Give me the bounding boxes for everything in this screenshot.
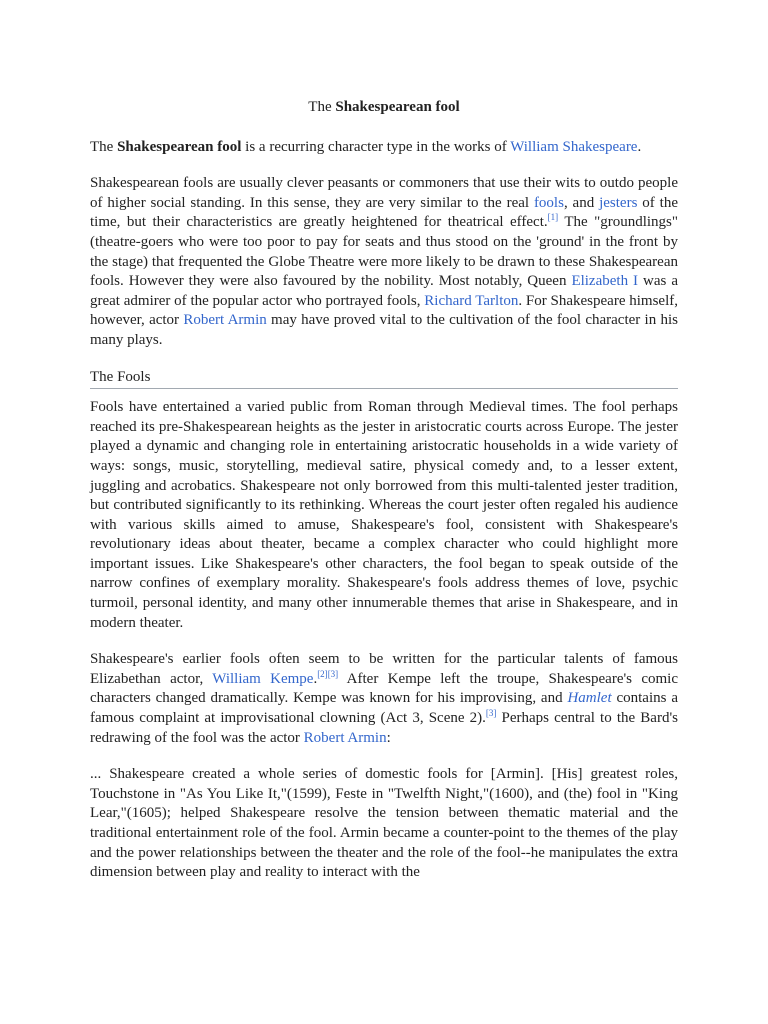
para4-text-2: . bbox=[313, 670, 318, 687]
intro-text: is a recurring character type in the works of bbox=[245, 138, 507, 155]
link-jesters[interactable]: jesters bbox=[599, 194, 638, 211]
para2-text-2: , and bbox=[563, 194, 595, 211]
block-quote-armin: ... Shakespeare created a whole series of domestic fools for [Armin]. [His] greatest roles, Touchstone in "As You Like It,"(1599), Feste in "Twelfth Night,"(1600), and (the) fool in "King Lear,"(1605); helped Shakespeare resolve the tension between thematic material and the traditional entertainment role of the fool. Armin became a counter-point to the themes of the play and the power relationships between the theater and the role of the fool--he manipulates the extra dimension between play and reality to interact with the bbox=[90, 766, 678, 881]
para4-text-4: contains a famous complaint at improvisational clowning (Act 3, Scene 2). bbox=[90, 690, 678, 727]
citation-2[interactable]: [2] bbox=[317, 668, 328, 679]
paragraph-fools-history: Fools have entertained a varied public from Roman through Medieval times. The fool perhaps reached its pre-Shakespearean heights as the jester in aristocratic courts across Europe. The jester played a dynamic and changing role in entertaining aristocratic households in a wide variety of ways: songs, music, storytelling, medieval satire, physical comedy and, to a lesser extent, juggling and acrobatics. Shakespeare not only borrowed from this multi-talented jester tradition, but contributed significantly to its rethinking. Whereas the court jester often regaled his audience with various skills aimed to amuse, Shakespeare's fool, consistent with Shakespeare's revolutionary ideas about theater, became a complex character who could highlight more important issues. Like Shakespeare's other characters, the fool began to speak outside of the narrow confines of exemplary morality. Shakespeare's fools address themes of love, psychic turmoil, personal identity, and many other innumerable themes that arise in Shakespeare, and in modern theater. bbox=[90, 399, 678, 631]
link-hamlet[interactable]: Hamlet bbox=[567, 690, 612, 707]
article-content bbox=[90, 98, 678, 883]
link-fools[interactable]: fools bbox=[533, 194, 564, 211]
link-robert-armin[interactable]: Robert Armin bbox=[183, 312, 267, 329]
intro-the: The bbox=[90, 138, 114, 155]
citation-3b[interactable]: [3] bbox=[485, 708, 497, 719]
para4-text-1: Shakespeare's earlier fools often seem to be written for the particular talents of famous Elizabethan actor, bbox=[90, 651, 678, 687]
para2-text-6: . For Shakespeare himself, however, actor bbox=[90, 292, 678, 329]
para2-text-7: may have proved vital to the cultivation of the fool character in his many plays. bbox=[90, 312, 679, 348]
intro-paragraph bbox=[90, 138, 678, 158]
citation-1[interactable]: [1] bbox=[547, 212, 559, 223]
para4-text-6: : bbox=[386, 729, 391, 746]
link-robert-armin-2[interactable]: Robert Armin bbox=[303, 729, 387, 746]
citation-3[interactable]: [3] bbox=[327, 668, 339, 679]
paragraph-kempe bbox=[90, 650, 678, 748]
link-william-shakespeare[interactable]: William Shakespeare bbox=[510, 138, 638, 155]
link-elizabeth-i[interactable]: Elizabeth I bbox=[571, 273, 639, 290]
page-title bbox=[90, 98, 678, 118]
intro-end: . bbox=[637, 138, 642, 155]
para2-text-3: of the time, but their characteristics are greatly heightened for theatrical effect. bbox=[90, 194, 678, 231]
section-heading-the-fools: The Fools bbox=[90, 368, 678, 390]
link-richard-tarlton[interactable]: Richard Tarlton bbox=[424, 292, 519, 309]
para2-text-5: was a great admirer of the popular actor who portrayed fools, bbox=[90, 273, 679, 309]
para2-text-1: Shakespearean fools are usually clever peasants or commoners that use their wits to outdo people of higher social standing. In this sense, they are very similar to the real bbox=[90, 175, 678, 211]
paragraph-groundlings bbox=[90, 174, 678, 350]
title-bold: Shakespearean fool bbox=[335, 99, 460, 115]
para4-text-5: Perhaps central to the Bard's redrawing of the fool was the actor bbox=[90, 710, 678, 746]
para2-text-4: The "groundlings" (theatre-goers who were too poor to pay for seats and thus stood on the 'ground' in the front by the stage) that frequented the Globe Theatre were more likely to be drawn to these Shakespearean fools. However they were also favoured by the nobility. Most notably, Queen bbox=[90, 214, 679, 290]
intro-bold-term: Shakespearean fool bbox=[117, 138, 242, 155]
link-william-kempe[interactable]: William Kempe bbox=[212, 670, 314, 687]
para4-text-3: After Kempe left the troupe, Shakespeare's comic characters changed dramatically. Kempe was known for his improvising, and bbox=[90, 670, 678, 707]
title-prefix: The bbox=[308, 99, 332, 115]
